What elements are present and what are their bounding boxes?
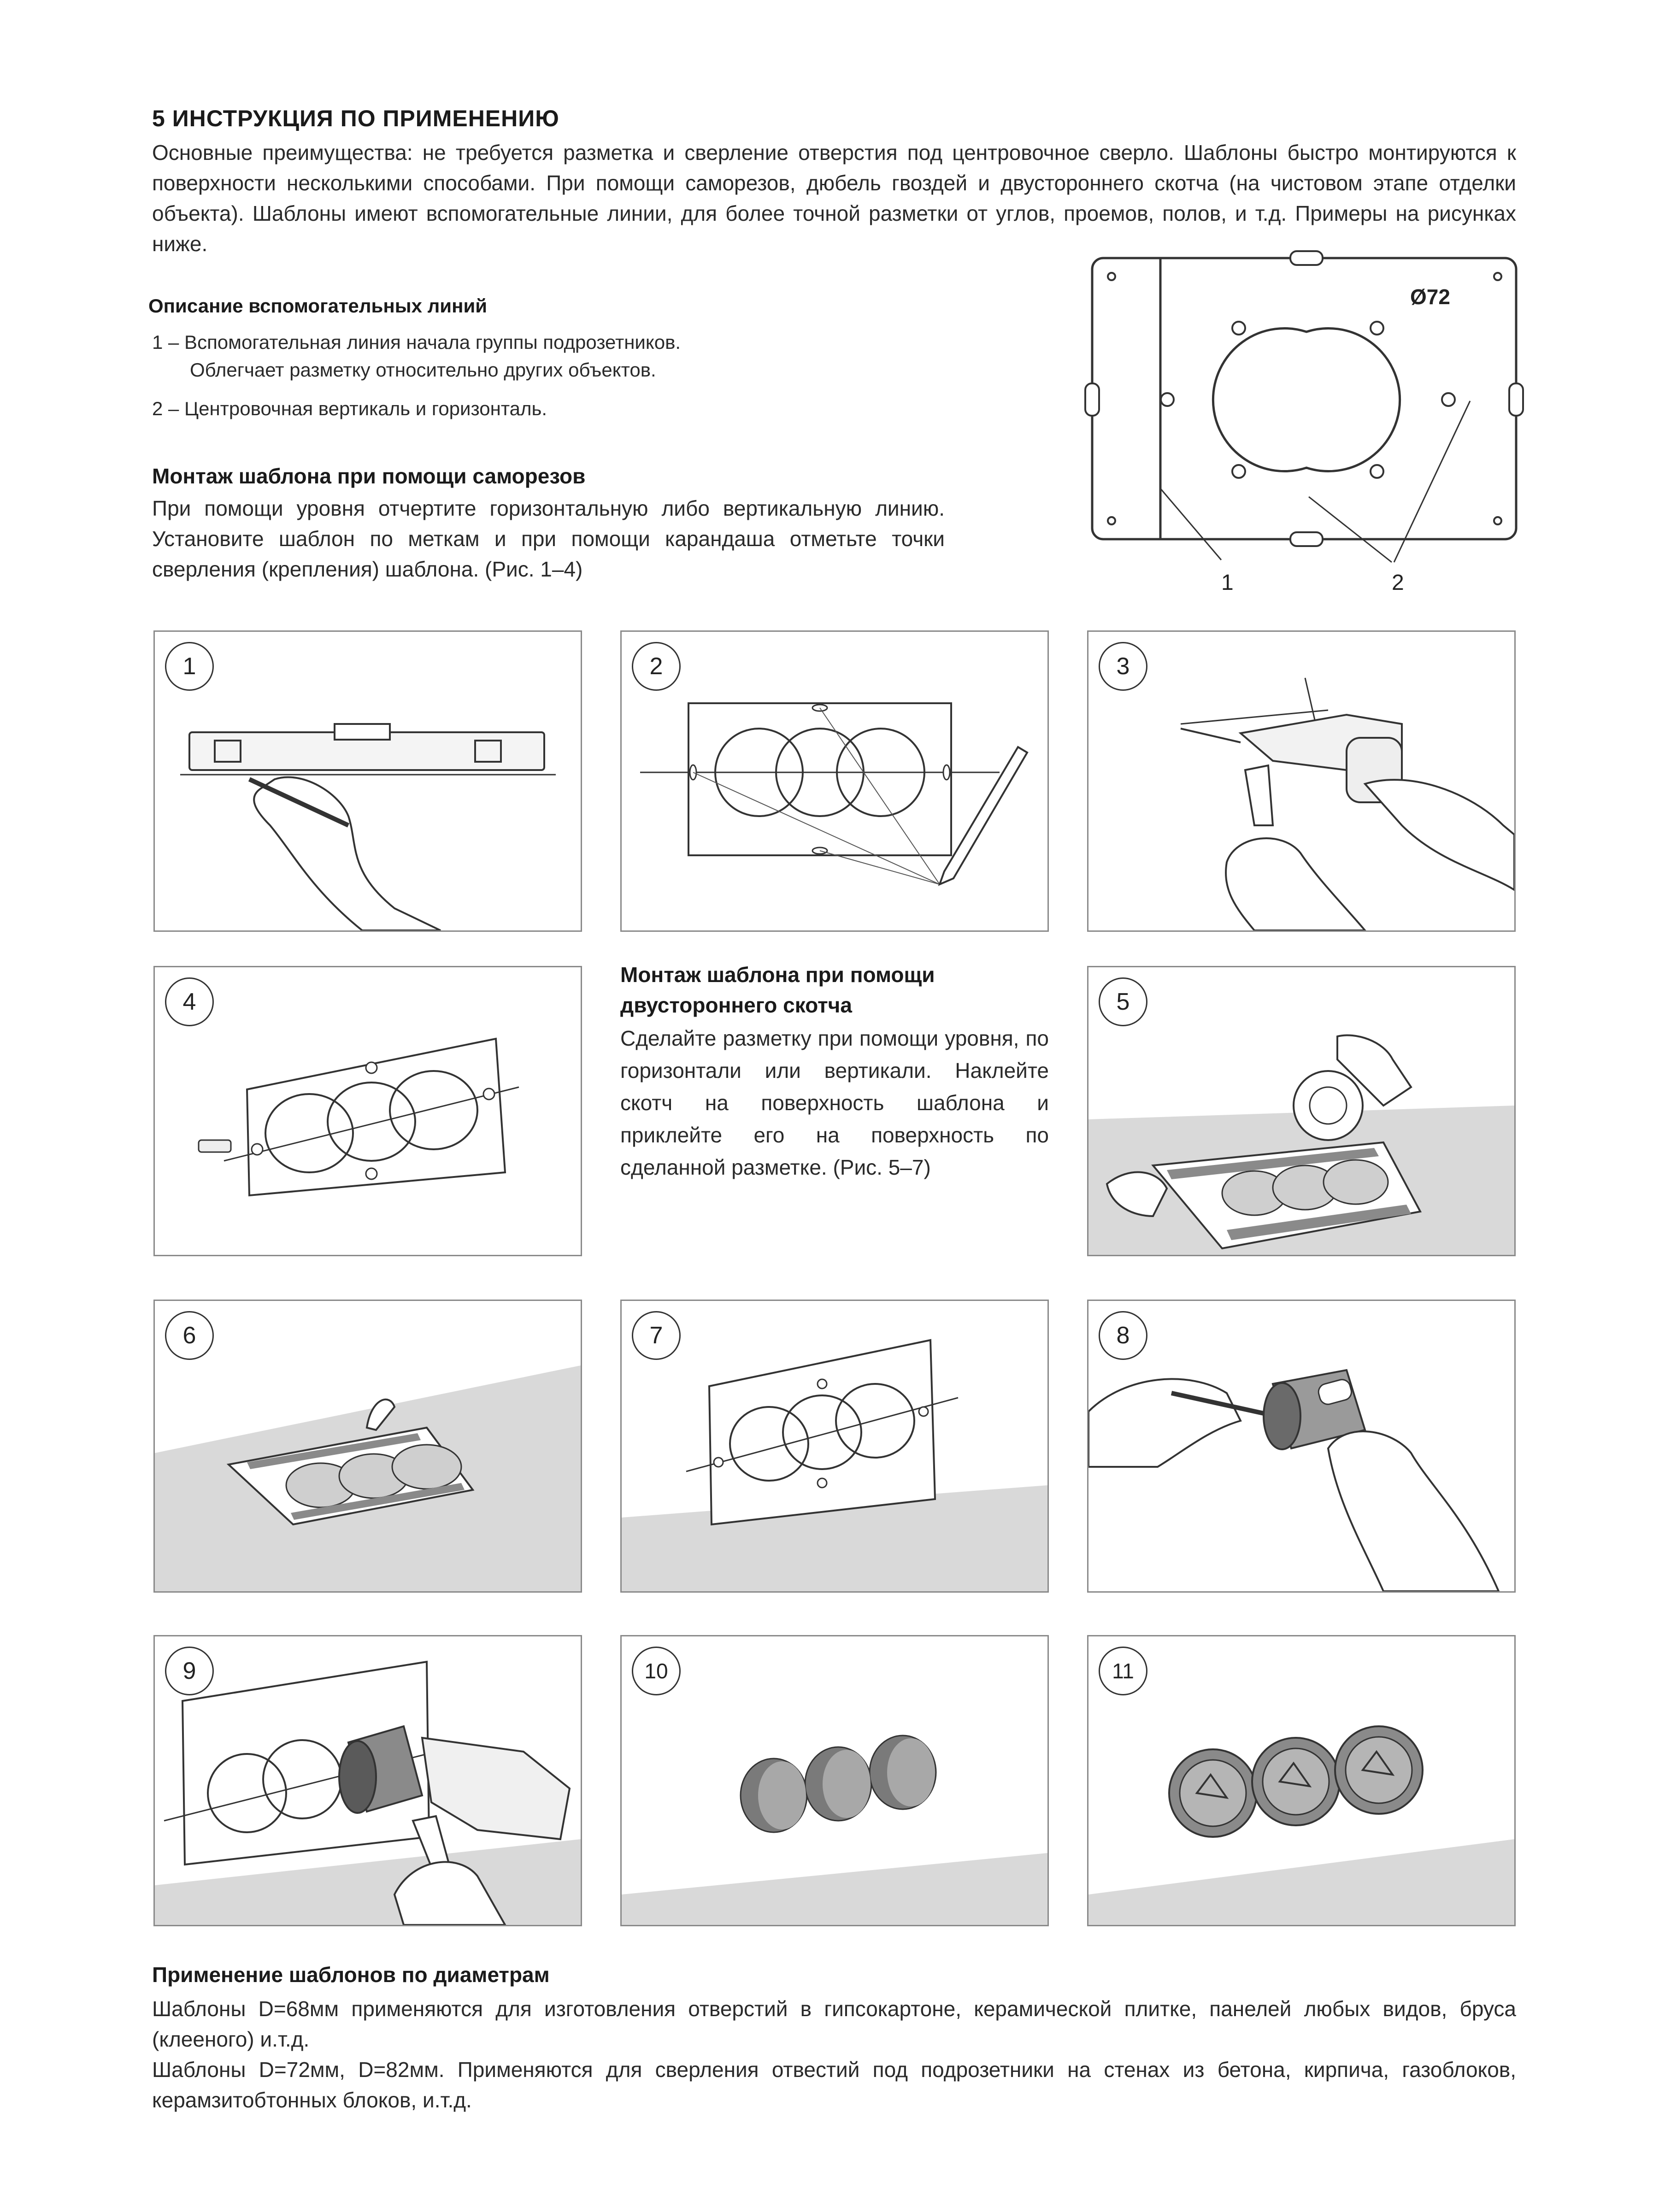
step-badge-6: 6 <box>165 1311 214 1360</box>
step-badge-8: 8 <box>1099 1311 1147 1360</box>
screws-text: При помощи уровня отчертите горизонтальную либо вертикальную линию. Установите шаблон по меткам и при помощи карандаша отметьте точки сверления (крепления) шаблона. (Рис. 1–4) <box>152 496 945 581</box>
step-panel-9 <box>153 1635 582 1926</box>
step-panel-11 <box>1087 1635 1516 1926</box>
step-10-illustration <box>622 1636 1047 1925</box>
step-panel-7 <box>620 1300 1049 1593</box>
step-badge-4: 4 <box>165 977 214 1026</box>
step-6-illustration <box>155 1301 581 1591</box>
step-panel-2 <box>620 630 1049 932</box>
step-2-illustration <box>622 632 1047 930</box>
step-badge-5: 5 <box>1099 977 1147 1026</box>
step-panel-8 <box>1087 1300 1516 1593</box>
screws-heading: Монтаж шаблона при помощи саморезов <box>152 464 586 488</box>
tape-heading-line2: двустороннего скотча <box>620 993 852 1017</box>
step-badge-2: 2 <box>632 642 681 691</box>
step-badge-1: 1 <box>165 642 214 691</box>
callout-1: 1 <box>1221 571 1234 595</box>
step-11-illustration <box>1088 1636 1514 1925</box>
step-7-illustration <box>622 1301 1047 1591</box>
step-badge-10: 10 <box>632 1647 681 1695</box>
step-badge-3: 3 <box>1099 642 1147 691</box>
step-8-illustration <box>1088 1301 1514 1591</box>
step-panel-4 <box>153 966 582 1256</box>
tape-text: Сделайте разметку при помощи уровня, по горизонтали или вертикали. Наклейте скотч на поверхность шаблона и приклейте его на поверхность по сделанной разметке. (Рис. 5–7) <box>620 1026 1049 1179</box>
step-9-illustration <box>155 1636 581 1925</box>
step-panel-5 <box>1087 966 1516 1256</box>
intro-paragraph: Основные преимущества: не требуется разметка и сверление отверстия под центровочное сверло. Шаблоны быстро монтируются к поверхности несколькими способами. При помощи саморезов, дюбель гвоздей и двустороннего скотча (на чистовом этапе отделки объекта). Шаблоны имеют вспомогательные линии, для более точной разметки от углов, проемов, полов, и т.д. Примеры на рисунках ниже. <box>152 141 1516 256</box>
callout-2: 2 <box>1392 571 1404 595</box>
template-diagram <box>1078 249 1530 608</box>
tape-heading-line1: Монтаж шаблона при помощи <box>620 963 935 987</box>
aux-item-1-line1: 1 – Вспомогательная линия начала группы подрозетников. <box>152 331 681 353</box>
diameters-line2: Шаблоны D=72мм, D=82мм. Применяются для сверления отвестий под подрозетники на стенах из бетона, кирпича, газоблоков, керамзитобтонных блоков, и.т.д. <box>152 2058 1516 2112</box>
step-5-illustration <box>1088 967 1514 1255</box>
diameter-label: Ø72 <box>1410 285 1450 309</box>
step-panel-1 <box>153 630 582 932</box>
section-title: 5 ИНСТРУКЦИЯ ПО ПРИМЕНЕНИЮ <box>152 106 559 131</box>
step-badge-7: 7 <box>632 1311 681 1360</box>
diameters-line1: Шаблоны D=68мм применяются для изготовления отверстий в гипсокартоне, керамической плитке, панелей любых видов, бруса (клееного) и.т.д. <box>152 1997 1516 2051</box>
step-panel-6 <box>153 1300 582 1593</box>
step-3-illustration <box>1088 632 1514 930</box>
step-panel-10 <box>620 1635 1049 1926</box>
aux-lines-heading: Описание вспомогательных линий <box>148 295 488 317</box>
aux-item-2: 2 – Центровочная вертикаль и горизонталь. <box>152 398 547 419</box>
step-badge-11: 11 <box>1099 1647 1147 1695</box>
aux-item-1-line2: Облегчает разметку относительно других объектов. <box>190 359 656 381</box>
step-badge-9: 9 <box>165 1647 214 1695</box>
step-panel-3 <box>1087 630 1516 932</box>
step-1-illustration <box>155 632 581 930</box>
step-4-illustration <box>155 967 581 1255</box>
diameters-heading: Применение шаблонов по диаметрам <box>152 1963 550 1987</box>
